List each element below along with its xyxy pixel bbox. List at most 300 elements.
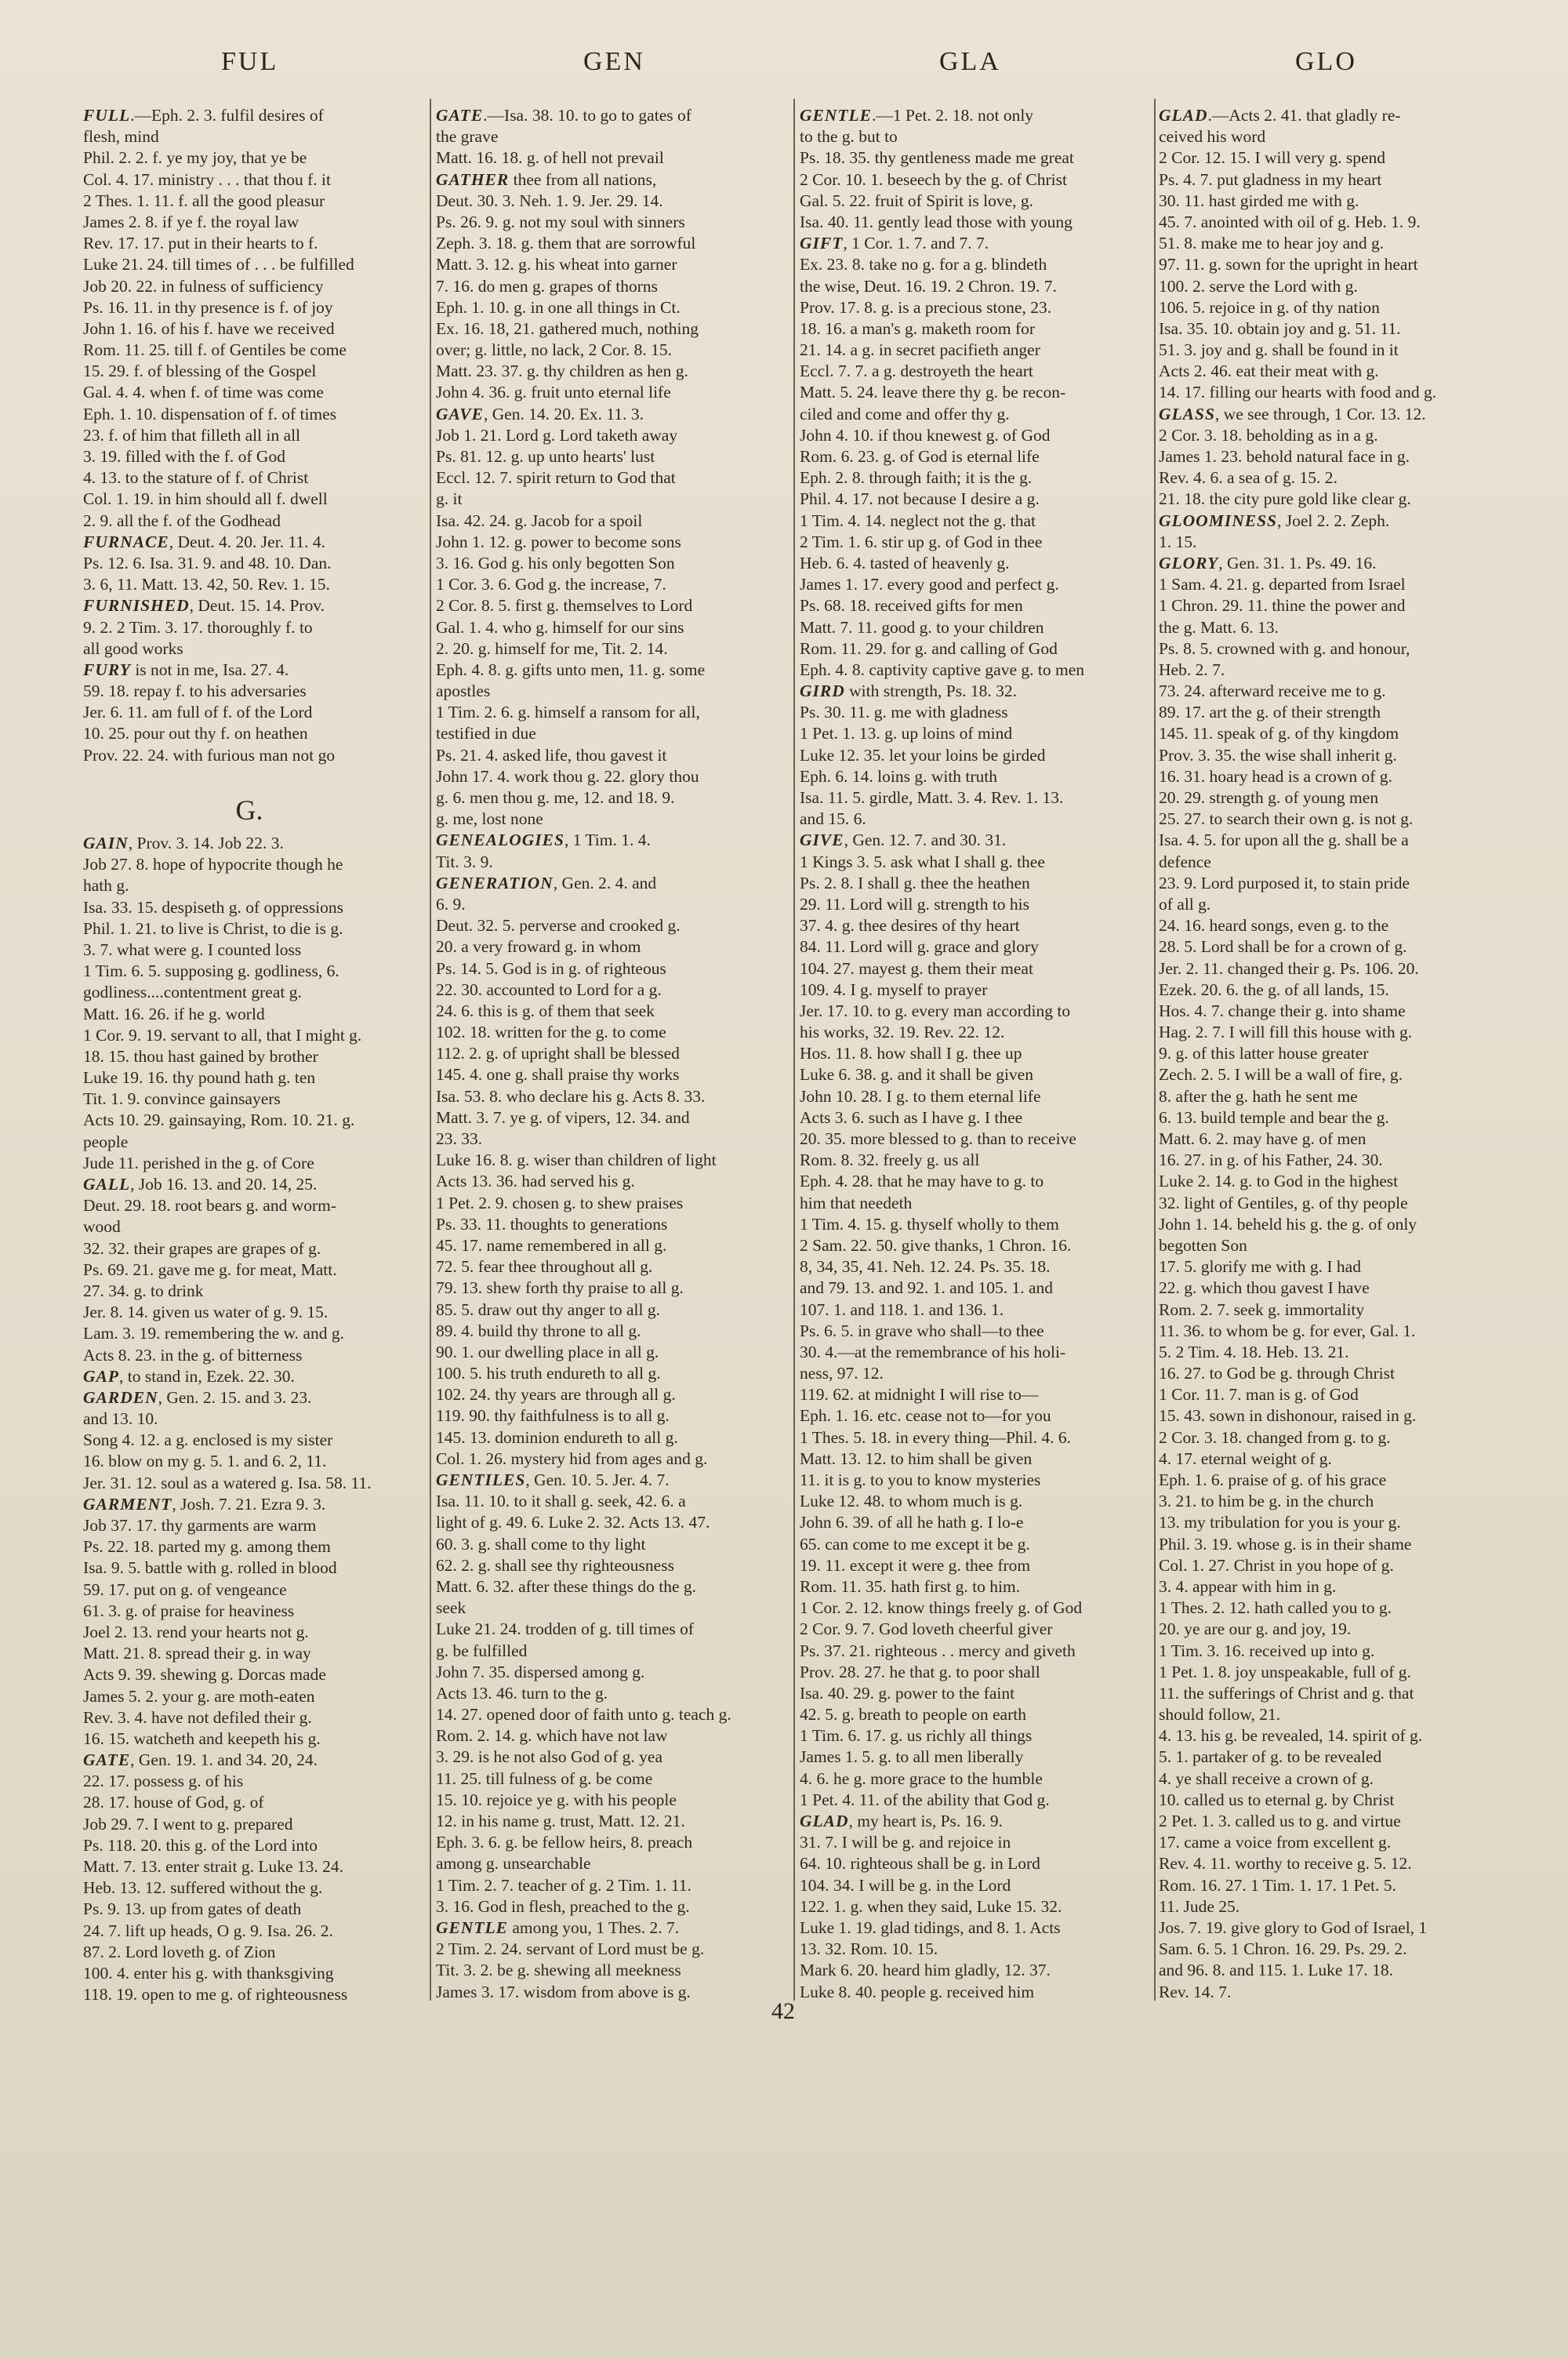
entry-line: 1 Kings 3. 5. ask what I shall g. thee bbox=[800, 852, 1045, 871]
entry-line: Col. 1. 26. mystery hid from ages and g. bbox=[436, 1448, 708, 1468]
entry-line: Isa. 42. 24. g. Jacob for a spoil bbox=[436, 511, 643, 530]
entry-line: 13. my tribulation for you is your g. bbox=[1159, 1513, 1401, 1532]
entry-line: wood bbox=[83, 1217, 121, 1237]
entry-line: flesh, mind bbox=[83, 127, 159, 147]
entry-line: GATE.—Isa. 38. 10. to go to gates of bbox=[436, 106, 691, 125]
entry-line: 1 Cor. 2. 12. know things freely g. of God bbox=[800, 1598, 1083, 1618]
entry-line: Matt. 7. 13. enter strait g. Luke 13. 24. bbox=[83, 1857, 343, 1876]
entry-line: light of g. 49. 6. Luke 2. 32. Acts 13. 47. bbox=[436, 1513, 710, 1532]
entry-line: Job 29. 7. I went to g. prepared bbox=[83, 1814, 293, 1834]
entry-line: 145. 13. dominion endureth to all g. bbox=[436, 1427, 678, 1447]
entry-line: testified in due bbox=[436, 724, 536, 743]
entry-line: 3. 6, 11. Matt. 13. 42, 50. Rev. 1. 15. bbox=[83, 575, 330, 594]
entry-line: 122. 1. g. when they said, Luke 15. 32. bbox=[800, 1896, 1062, 1916]
entry-line: 1 Tim. 6. 17. g. us richly all things bbox=[800, 1726, 1033, 1746]
header-word-3: GLA bbox=[939, 47, 1001, 76]
entry-line: Zech. 2. 5. I will be a wall of fire, g. bbox=[1159, 1065, 1403, 1085]
entry-line: 104. 34. I will be g. in the Lord bbox=[800, 1875, 1011, 1895]
entry-line: g. be fulfilled bbox=[436, 1641, 528, 1660]
entry-line: Ps. 6. 5. in grave who shall—to thee bbox=[800, 1321, 1044, 1340]
entry-line: Jude 11. perished in the g. of Core bbox=[83, 1153, 314, 1172]
entry-line: 61. 3. g. of praise for heaviness bbox=[83, 1601, 295, 1620]
entry-line: of all g. bbox=[1159, 894, 1211, 914]
entry-line: 4. ye shall receive a crown of g. bbox=[1159, 1768, 1374, 1788]
entry-line: Eph. 1. 16. etc. cease not to—for you bbox=[800, 1406, 1051, 1426]
entry-line: Rev. 17. 17. put in their hearts to f. bbox=[83, 234, 318, 253]
entry-line: Gal. 1. 4. who g. himself for our sins bbox=[436, 617, 684, 637]
entry-line: 64. 10. righteous shall be g. in Lord bbox=[800, 1854, 1040, 1874]
entry-line: Eccl. 7. 7. a g. destroyeth the heart bbox=[800, 362, 1033, 381]
entry-line: GENTLE among you, 1 Thes. 2. 7. bbox=[436, 1917, 680, 1937]
entry-line: 18. 16. a man's g. maketh room for bbox=[800, 318, 1036, 338]
entry-line: Eph. 2. 8. through faith; it is the g. bbox=[800, 468, 1033, 488]
entry-line: g. it bbox=[436, 489, 463, 509]
entry-line: Eph. 1. 6. praise of g. of his grace bbox=[1159, 1470, 1387, 1489]
entry-line: 65. can come to me except it be g. bbox=[800, 1534, 1030, 1554]
entry-line: Ex. 16. 18, 21. gathered much, nothing bbox=[436, 318, 699, 338]
entry-line: Job 27. 8. hope of hypocrite though he bbox=[83, 855, 343, 874]
entry-line: 11. Jude 25. bbox=[1159, 1896, 1240, 1916]
entry-line: 14. 27. opened door of faith unto g. teach g. bbox=[436, 1705, 731, 1725]
entry-line: 119. 62. at midnight I will rise to— bbox=[800, 1385, 1039, 1405]
entry-line: 28. 17. house of God, g. of bbox=[83, 1793, 264, 1812]
entry-line: 87. 2. Lord loveth g. of Zion bbox=[83, 1942, 276, 1961]
entry-line: 1 Tim. 6. 5. supposing g. godliness, 6. bbox=[83, 961, 339, 981]
entry-line: people bbox=[83, 1132, 129, 1151]
entry-line: Phil. 3. 19. whose g. is in their shame bbox=[1159, 1534, 1412, 1554]
entry-line: 17. came a voice from excellent g. bbox=[1159, 1833, 1392, 1852]
entry-line: Isa. 33. 15. despiseth g. of oppressions bbox=[83, 897, 344, 917]
entry-line: 84. 11. Lord will g. grace and glory bbox=[800, 937, 1039, 957]
entry-line: Tit. 3. 9. bbox=[436, 852, 493, 871]
entry-line: Prov. 28. 27. he that g. to poor shall bbox=[800, 1662, 1040, 1681]
entry-line: Rom. 2. 7. seek g. immortality bbox=[1159, 1299, 1365, 1319]
entry-line: 24. 16. heard songs, even g. to the bbox=[1159, 916, 1389, 936]
entry-line: 29. 11. Lord will g. strength to his bbox=[800, 894, 1030, 914]
entry-line: ness, 97. 12. bbox=[800, 1364, 884, 1383]
entry-line: Ps. 22. 18. parted my g. among them bbox=[83, 1537, 331, 1557]
entry-line: Col. 1. 19. in him should all f. dwell bbox=[83, 489, 328, 509]
entry-line: GALL, Job 16. 13. and 20. 14, 25. bbox=[83, 1175, 318, 1194]
entry-line: Ex. 23. 8. take no g. for a g. blindeth bbox=[800, 255, 1047, 274]
entry-line: should follow, 21. bbox=[1159, 1705, 1281, 1725]
entry-line: Col. 1. 27. Christ in you hope of g. bbox=[1159, 1555, 1394, 1575]
entry-line: Mark 6. 20. heard him gladly, 12. 37. bbox=[800, 1961, 1051, 1980]
entry-line: 1 Pet. 1. 8. joy unspeakable, full of g. bbox=[1159, 1662, 1411, 1681]
entry-line: 145. 11. speak of g. of thy kingdom bbox=[1159, 724, 1399, 743]
entry-line: Rev. 14. 7. bbox=[1159, 1982, 1232, 2001]
entry-line: 3. 4. appear with him in g. bbox=[1159, 1576, 1337, 1596]
entry-line: the grave bbox=[436, 127, 499, 147]
entry-line: FURY is not in me, Isa. 27. 4. bbox=[83, 660, 289, 679]
entry-line: 15. 43. sown in dishonour, raised in g. bbox=[1159, 1406, 1417, 1426]
entry-line: Prov. 22. 24. with furious man not go bbox=[83, 745, 336, 765]
entry-line: 97. 11. g. sown for the upright in heart bbox=[1159, 255, 1418, 274]
entry-line: James 1. 23. behold natural face in g. bbox=[1159, 447, 1410, 466]
entry-line: Phil. 4. 17. not because I desire a g. bbox=[800, 489, 1040, 509]
entry-line: Luke 12. 48. to whom much is g. bbox=[800, 1492, 1023, 1511]
entry-line: 1 Cor. 3. 6. God g. the increase, 7. bbox=[436, 575, 666, 594]
entry-line: Prov. 17. 8. g. is a precious stone, 23. bbox=[800, 297, 1052, 317]
entry-line: 2 Cor. 3. 18. changed from g. to g. bbox=[1159, 1427, 1391, 1447]
entry-line: 30. 11. hast girded me with g. bbox=[1159, 191, 1359, 210]
entry-line: 1 Tim. 3. 16. received up into g. bbox=[1159, 1641, 1375, 1660]
entry-line: 13. 32. Rom. 10. 15. bbox=[800, 1939, 938, 1959]
entry-line: 11. 25. till fulness of g. be come bbox=[436, 1768, 653, 1788]
entry-line: 1 Thes. 2. 12. hath called you to g. bbox=[1159, 1598, 1392, 1618]
column-1 bbox=[83, 105, 416, 2005]
entry-line: Luke 1. 19. glad tidings, and 8. 1. Acts bbox=[800, 1917, 1061, 1937]
entry-line: John 1. 12. g. power to become sons bbox=[436, 532, 681, 551]
entry-line: Matt. 16. 26. if he g. world bbox=[83, 1004, 265, 1023]
entry-line: Deut. 30. 3. Neh. 1. 9. Jer. 29. 14. bbox=[436, 191, 663, 210]
entry-line: Deut. 29. 18. root bears g. and worm- bbox=[83, 1196, 337, 1216]
entry-line: godliness....contentment great g. bbox=[83, 983, 302, 1002]
entry-line: GENEALOGIES, 1 Tim. 1. 4. bbox=[436, 831, 651, 850]
entry-line: all good works bbox=[83, 638, 183, 658]
entry-line: 89. 4. build thy throne to all g. bbox=[436, 1321, 641, 1340]
entry-line: to the g. but to bbox=[800, 127, 898, 147]
entry-line: Acts 3. 6. such as I have g. I thee bbox=[800, 1107, 1023, 1127]
entry-line: Ps. 4. 7. put gladness in my heart bbox=[1159, 169, 1382, 189]
entry-line: John 1. 16. of his f. have we received bbox=[83, 318, 335, 338]
entry-line: Tit. 3. 2. be g. shewing all meekness bbox=[436, 1961, 681, 1980]
entry-line: 60. 3. g. shall come to thy light bbox=[436, 1534, 646, 1554]
entry-line: Isa. 11. 10. to it shall g. seek, 42. 6. a bbox=[436, 1492, 686, 1511]
entry-line: Luke 16. 8. g. wiser than children of light bbox=[436, 1150, 717, 1170]
entry-line: 1 Cor. 9. 19. servant to all, that I might g. bbox=[83, 1025, 362, 1045]
entry-line: 32. light of Gentiles, g. of thy people bbox=[1159, 1193, 1408, 1212]
entry-line: Isa. 11. 5. girdle, Matt. 3. 4. Rev. 1. 13. bbox=[800, 788, 1064, 807]
entry-line: the g. Matt. 6. 13. bbox=[1159, 617, 1279, 637]
entry-line: Isa. 40. 29. g. power to the faint bbox=[800, 1683, 1015, 1703]
entry-line: Heb. 6. 4. tasted of heavenly g. bbox=[800, 553, 1010, 572]
entry-line: Ps. 68. 18. received gifts for men bbox=[800, 596, 1023, 616]
entry-line: 20. 35. more blessed to g. than to receive bbox=[800, 1129, 1076, 1148]
entry-line: 16. 31. hoary head is a crown of g. bbox=[1159, 766, 1392, 786]
entry-line: 3. 29. is he not also God of g. yea bbox=[436, 1747, 663, 1767]
entry-line: 2 Thes. 1. 11. f. all the good pleasur bbox=[83, 191, 325, 210]
entry-line: Acts 13. 46. turn to the g. bbox=[436, 1683, 608, 1703]
entry-line: 106. 5. rejoice in g. of thy nation bbox=[1159, 297, 1380, 317]
entry-line: 12. in his name g. trust, Matt. 12. 21. bbox=[436, 1812, 685, 1830]
entry-line: GENTILES, Gen. 10. 5. Jer. 4. 7. bbox=[436, 1470, 670, 1489]
entry-line: John 7. 35. dispersed among g. bbox=[436, 1662, 645, 1681]
entry-line: 51. 3. joy and g. shall be found in it bbox=[1159, 340, 1399, 360]
entry-line: 20. ye are our g. and joy, 19. bbox=[1159, 1619, 1352, 1639]
entry-line: John 6. 39. of all he hath g. I lo-e bbox=[800, 1513, 1024, 1532]
entry-line: Acts 9. 39. shewing g. Dorcas made bbox=[83, 1665, 326, 1685]
entry-line: 11. the sufferings of Christ and g. that bbox=[1159, 1683, 1414, 1703]
entry-line: Eph. 1. 10. g. in one all things in Ct. bbox=[436, 297, 681, 317]
entry-line: Ps. 12. 6. Isa. 31. 9. and 48. 10. Dan. bbox=[83, 553, 332, 572]
entry-line: GENERATION, Gen. 2. 4. and bbox=[436, 873, 657, 892]
entry-line: 4. 13. his g. be revealed, 14. spirit of g. bbox=[1159, 1726, 1423, 1746]
entry-line: 2 Pet. 1. 3. called us to g. and virtue bbox=[1159, 1812, 1401, 1830]
entry-line: g. 6. men thou g. me, 12. and 18. 9. bbox=[436, 788, 675, 807]
entry-line: Ps. 26. 9. g. not my soul with sinners bbox=[436, 212, 685, 231]
entry-line: 20. 29. strength g. of young men bbox=[1159, 788, 1379, 807]
entry-line: Ps. 33. 11. thoughts to generations bbox=[436, 1214, 668, 1234]
entry-line: Jer. 8. 14. given us water of g. 9. 15. bbox=[83, 1303, 328, 1322]
entry-line: 10. 25. pour out thy f. on heathen bbox=[83, 724, 308, 743]
entry-line: GATHER thee from all nations, bbox=[436, 169, 657, 189]
entry-line: 18. 15. thou hast gained by brother bbox=[83, 1046, 318, 1066]
entry-line: and 79. 13. and 92. 1. and 105. 1. and bbox=[800, 1278, 1054, 1298]
entry-line: Rom. 2. 14. g. which have not law bbox=[436, 1726, 668, 1746]
entry-line: 17. 5. glorify me with g. I had bbox=[1159, 1257, 1361, 1277]
entry-line: 2 Cor. 10. 1. beseech by the g. of Christ bbox=[800, 169, 1067, 189]
entry-line: GLAD, my heart is, Ps. 16. 9. bbox=[800, 1812, 1004, 1830]
entry-line: Song 4. 12. a g. enclosed is my sister bbox=[83, 1430, 333, 1450]
entry-line: Acts 10. 29. gainsaying, Rom. 10. 21. g. bbox=[83, 1110, 355, 1130]
entry-line: Rom. 11. 29. for g. and calling of God bbox=[800, 638, 1058, 658]
entry-line: hath g. bbox=[83, 876, 129, 896]
entry-line: Matt. 3. 12. g. his wheat into garner bbox=[436, 255, 677, 274]
entry-line: Phil. 2. 2. f. ye my joy, that ye be bbox=[83, 148, 307, 168]
entry-line: John 4. 36. g. fruit unto eternal life bbox=[436, 383, 671, 402]
entry-line: 15. 10. rejoice ye g. with his people bbox=[436, 1790, 677, 1809]
entry-line: Matt. 5. 24. leave there thy g. be recon- bbox=[800, 383, 1066, 402]
entry-line: GLORY, Gen. 31. 1. Ps. 49. 16. bbox=[1159, 553, 1377, 572]
entry-line: 1 Tim. 4. 15. g. thyself wholly to them bbox=[800, 1214, 1059, 1234]
entry-line: 16. 15. watcheth and keepeth his g. bbox=[83, 1728, 321, 1748]
entry-line: FURNISHED, Deut. 15. 14. Prov. bbox=[83, 596, 325, 616]
entry-line: 4. 13. to the stature of f. of Christ bbox=[83, 468, 309, 488]
entry-line: 8. after the g. hath he sent me bbox=[1159, 1086, 1358, 1106]
entry-line: 30. 4.—at the remembrance of his holi- bbox=[800, 1342, 1066, 1361]
entry-line: 7. 16. do men g. grapes of thorns bbox=[436, 276, 659, 296]
entry-line: 62. 2. g. shall see thy righteousness bbox=[436, 1555, 674, 1575]
entry-line: James 5. 2. your g. are moth-eaten bbox=[83, 1686, 315, 1706]
entry-line: Luke 19. 16. thy pound hath g. ten bbox=[83, 1068, 316, 1088]
entry-line: Hos. 4. 7. change their g. into shame bbox=[1159, 1001, 1406, 1020]
entry-line: John 1. 14. beheld his g. the g. of only bbox=[1159, 1214, 1417, 1234]
entry-line: Deut. 32. 5. perverse and crooked g. bbox=[436, 916, 681, 936]
entry-line: FURNACE, Deut. 4. 20. Jer. 11. 4. bbox=[83, 532, 326, 551]
entry-line: 6. 9. bbox=[436, 894, 466, 914]
entry-line: GLOOMINESS, Joel 2. 2. Zeph. bbox=[1159, 511, 1390, 530]
entry-line: Ezek. 20. 6. the g. of all lands, 15. bbox=[1159, 980, 1389, 999]
entry-line: Gal. 5. 22. fruit of Spirit is love, g. bbox=[800, 191, 1033, 210]
entry-line: John 10. 28. I g. to them eternal life bbox=[800, 1086, 1041, 1106]
entry-line: 1 Pet. 2. 9. chosen g. to shew praises bbox=[436, 1193, 684, 1212]
entry-line: Luke 2. 14. g. to God in the highest bbox=[1159, 1172, 1399, 1191]
entry-line: 102. 18. written for the g. to come bbox=[436, 1023, 666, 1042]
entry-line: GARMENT, Josh. 7. 21. Ezra 9. 3. bbox=[83, 1494, 326, 1514]
entry-line: 11. 36. to whom be g. for ever, Gal. 1. bbox=[1159, 1321, 1416, 1340]
entry-line: Jer. 2. 11. changed their g. Ps. 106. 20. bbox=[1159, 958, 1419, 978]
entry-line: 107. 1. and 118. 1. and 136. 1. bbox=[800, 1299, 1004, 1319]
entry-line: 21. 18. the city pure gold like clear g. bbox=[1159, 489, 1411, 509]
entry-line: g. me, lost none bbox=[436, 809, 543, 829]
entry-line: 59. 18. repay f. to his adversaries bbox=[83, 682, 307, 701]
entry-line: Rom. 11. 35. hath first g. to him. bbox=[800, 1576, 1021, 1596]
entry-line: Joel 2. 13. rend your hearts not g. bbox=[83, 1622, 309, 1641]
entry-line: Isa. 40. 11. gently lead those with young bbox=[800, 212, 1073, 231]
entry-line: 9. g. of this latter house greater bbox=[1159, 1044, 1369, 1063]
entry-line: and 96. 8. and 115. 1. Luke 17. 18. bbox=[1159, 1961, 1393, 1980]
entry-line: Luke 21. 24. till times of . . . be fulfilled bbox=[83, 255, 354, 274]
entry-line: 1 Thes. 5. 18. in every thing—Phil. 4. 6. bbox=[800, 1427, 1071, 1447]
entry-line: 3. 21. to him be g. in the church bbox=[1159, 1492, 1374, 1511]
entry-line: 5. 2 Tim. 4. 18. Heb. 13. 21. bbox=[1159, 1342, 1349, 1361]
entry-line: 1 Tim. 2. 7. teacher of g. 2 Tim. 1. 11. bbox=[436, 1875, 691, 1895]
entry-line: Isa. 9. 5. battle with g. rolled in blood bbox=[83, 1558, 337, 1578]
entry-line: Ps. 16. 11. in thy presence is f. of joy bbox=[83, 297, 333, 317]
entry-line: 59. 17. put on g. of vengeance bbox=[83, 1579, 287, 1599]
entry-line: Luke 12. 35. let your loins be girded bbox=[800, 745, 1046, 765]
entry-line: Luke 6. 38. g. and it shall be given bbox=[800, 1065, 1033, 1085]
header-word-4: GLO bbox=[1295, 47, 1357, 76]
page-number: 42 bbox=[771, 1998, 795, 2024]
entry-line: 45. 7. anointed with oil of g. Heb. 1. 9. bbox=[1159, 212, 1421, 231]
entry-line: 1 Tim. 2. 6. g. himself a ransom for all, bbox=[436, 703, 700, 722]
entry-line: 2 Tim. 1. 6. stir up g. of God in thee bbox=[800, 532, 1043, 551]
entry-line: Matt. 21. 8. spread their g. in way bbox=[83, 1644, 311, 1663]
entry-line: Job 20. 22. in fulness of sufficiency bbox=[83, 276, 324, 296]
entry-line: 5. 1. partaker of g. to be revealed bbox=[1159, 1747, 1382, 1767]
entry-line: Luke 8. 40. people g. received him bbox=[800, 1982, 1035, 2001]
entry-line: 16. blow on my g. 5. 1. and 6. 2, 11. bbox=[83, 1452, 327, 1471]
entry-line: his works, 32. 19. Rev. 22. 12. bbox=[800, 1023, 1005, 1042]
entry-line: 11. it is g. to you to know mysteries bbox=[800, 1470, 1041, 1489]
entry-line: Ps. 9. 13. up from gates of death bbox=[83, 1899, 302, 1919]
entry-line: 118. 19. open to me g. of righteousness bbox=[83, 1985, 348, 2005]
entry-line: Ps. 21. 4. asked life, thou gavest it bbox=[436, 745, 667, 765]
entry-line: 20. a very froward g. in whom bbox=[436, 937, 641, 957]
entry-line: 16. 27. in g. of his Father, 24. 30. bbox=[1159, 1150, 1383, 1170]
entry-line: Isa. 53. 8. who declare his g. Acts 8. 33. bbox=[436, 1086, 706, 1106]
entry-line: 4. 17. eternal weight of g. bbox=[1159, 1448, 1332, 1468]
entry-line: Jer. 31. 12. soul as a watered g. Isa. 58. 11. bbox=[83, 1473, 372, 1492]
entry-line: 27. 34. g. to drink bbox=[83, 1281, 204, 1300]
entry-line: James 1. 17. every good and perfect g. bbox=[800, 575, 1059, 594]
entry-line: him that needeth bbox=[800, 1193, 913, 1212]
entry-line: Ps. 14. 5. God is in g. of righteous bbox=[436, 958, 666, 978]
column-4 bbox=[1159, 105, 1491, 2003]
entry-line: Ps. 118. 20. this g. of the Lord into bbox=[83, 1835, 318, 1855]
entry-line: 14. 17. filling our hearts with food and g. bbox=[1159, 383, 1437, 402]
entry-line: 23. f. of him that filleth all in all bbox=[83, 425, 301, 445]
column-3 bbox=[800, 105, 1132, 2003]
entry-line: 145. 4. one g. shall praise thy works bbox=[436, 1065, 680, 1085]
entry-line: 2. 9. all the f. of the Godhead bbox=[83, 511, 281, 530]
entry-line: Acts 8. 23. in the g. of bitterness bbox=[83, 1345, 303, 1365]
entry-line: Job 1. 21. Lord g. Lord taketh away bbox=[436, 425, 678, 445]
entry-line: James 2. 8. if ye f. the royal law bbox=[83, 212, 299, 231]
entry-line: Ps. 69. 21. gave me g. for meat, Matt. bbox=[83, 1259, 337, 1279]
entry-line: 100. 2. serve the Lord with g. bbox=[1159, 276, 1358, 296]
entry-line: 28. 5. Lord shall be for a crown of g. bbox=[1159, 937, 1407, 957]
entry-line: and 15. 6. bbox=[800, 809, 866, 829]
column-divider bbox=[1154, 99, 1156, 2001]
entry-line: 37. 4. g. thee desires of thy heart bbox=[800, 916, 1020, 936]
entry-line: GAIN, Prov. 3. 14. Job 22. 3. bbox=[83, 834, 284, 852]
entry-line bbox=[83, 766, 416, 787]
header-word-1: FUL bbox=[221, 47, 279, 76]
entry-line: 10. called us to eternal g. by Christ bbox=[1159, 1790, 1395, 1809]
entry-line: Hos. 11. 8. how shall I g. thee up bbox=[800, 1044, 1022, 1063]
entry-line: Zeph. 3. 18. g. them that are sorrowful bbox=[436, 234, 696, 253]
entry-line: Ps. 18. 35. thy gentleness made me great bbox=[800, 148, 1074, 168]
entry-line: Rev. 4. 11. worthy to receive g. 5. 12. bbox=[1159, 1854, 1412, 1874]
entry-line: 2. 20. g. himself for me, Tit. 2. 14. bbox=[436, 638, 668, 658]
entry-line: begotten Son bbox=[1159, 1235, 1247, 1255]
entry-line: Matt. 23. 37. g. thy children as hen g. bbox=[436, 362, 688, 381]
entry-line: Eph. 1. 10. dispensation of f. of times bbox=[83, 404, 337, 423]
entry-line: Rev. 3. 4. have not defiled their g. bbox=[83, 1707, 312, 1727]
entry-line: Eccl. 12. 7. spirit return to God that bbox=[436, 468, 676, 488]
entry-line: 1 Tim. 4. 14. neglect not the g. that bbox=[800, 511, 1036, 530]
entry-line: Matt. 6. 32. after these things do the g. bbox=[436, 1576, 696, 1596]
entry-line: and 13. 10. bbox=[83, 1409, 158, 1429]
entry-line: 25. 27. to search their own g. is not g. bbox=[1159, 809, 1414, 829]
entry-line: Ps. 2. 8. I shall g. thee the heathen bbox=[800, 873, 1030, 892]
entry-line: 119. 90. thy faithfulness is to all g. bbox=[436, 1406, 670, 1426]
entry-line: 1 Cor. 11. 7. man is g. of God bbox=[1159, 1385, 1359, 1405]
entry-line: 2 Cor. 8. 5. first g. themselves to Lord bbox=[436, 596, 693, 616]
entry-line: 4. 6. he g. more grace to the humble bbox=[800, 1768, 1043, 1788]
entry-line: 1 Chron. 29. 11. thine the power and bbox=[1159, 596, 1406, 616]
entry-line: G. bbox=[235, 794, 263, 826]
entry-line: Eph. 6. 14. loins g. with truth bbox=[800, 766, 998, 786]
entry-line: Phil. 1. 21. to live is Christ, to die is g. bbox=[83, 918, 343, 938]
entry-line: GAVE, Gen. 14. 20. Ex. 11. 3. bbox=[436, 404, 644, 423]
entry-line: 3. 16. God g. his only begotten Son bbox=[436, 553, 675, 572]
entry-line: Col. 4. 17. ministry . . . that thou f. it bbox=[83, 169, 331, 189]
entry-line: 1 Pet. 1. 13. g. up loins of mind bbox=[800, 724, 1013, 743]
entry-line: 109. 4. I g. myself to prayer bbox=[800, 980, 988, 999]
entry-line: Jer. 6. 11. am full of f. of the Lord bbox=[83, 703, 313, 722]
entry-line: 21. 14. a g. in secret pacifieth anger bbox=[800, 340, 1040, 360]
entry-line: 8, 34, 35, 41. Neh. 12. 24. Ps. 35. 18. bbox=[800, 1257, 1051, 1277]
entry-line: 3. 19. filled with the f. of God bbox=[83, 447, 285, 466]
entry-line: 2 Cor. 12. 15. I will very g. spend bbox=[1159, 148, 1386, 168]
entry-line: Rom. 11. 25. till f. of Gentiles be come bbox=[83, 340, 347, 360]
entry-line: 3. 16. God in flesh, preached to the g. bbox=[436, 1896, 690, 1916]
entry-line: 32. 32. their grapes are grapes of g. bbox=[83, 1238, 321, 1258]
entry-line: 79. 13. shew forth thy praise to all g. bbox=[436, 1278, 684, 1298]
column-2 bbox=[436, 105, 768, 2003]
entry-line: Acts 2. 46. eat their meat with g. bbox=[1159, 362, 1379, 381]
entry-line: GIVE, Gen. 12. 7. and 30. 31. bbox=[800, 831, 1007, 850]
entry-line: Jos. 7. 19. give glory to God of Israel, 1 bbox=[1159, 1917, 1428, 1937]
entry-line: 1 Pet. 4. 11. of the ability that God g. bbox=[800, 1790, 1050, 1809]
entry-line: 2 Cor. 3. 18. beholding as in a g. bbox=[1159, 425, 1378, 445]
column-divider bbox=[430, 99, 431, 2001]
entry-line: Jer. 17. 10. to g. every man according to bbox=[800, 1001, 1071, 1020]
entry-line: 100. 4. enter his g. with thanksgiving bbox=[83, 1963, 334, 1983]
entry-line: 24. 7. lift up heads, O g. 9. Isa. 26. 2. bbox=[83, 1921, 333, 1940]
entry-line: 45. 17. name remembered in all g. bbox=[436, 1235, 667, 1255]
entry-line: FULL.—Eph. 2. 3. fulfil desires of bbox=[83, 106, 324, 125]
entry-line: 22. g. which thou gavest I have bbox=[1159, 1278, 1370, 1298]
entry-line: Lam. 3. 19. remembering the w. and g. bbox=[83, 1324, 344, 1343]
entry-line: Matt. 7. 11. good g. to your children bbox=[800, 617, 1044, 637]
entry-line: 85. 5. draw out thy anger to all g. bbox=[436, 1299, 661, 1319]
entry-line: James 1. 5. g. to all men liberally bbox=[800, 1747, 1024, 1767]
entry-line: Matt. 3. 7. ye g. of vipers, 12. 34. and bbox=[436, 1107, 690, 1127]
entry-line: James 3. 17. wisdom from above is g. bbox=[436, 1982, 691, 2001]
entry-line: 23. 9. Lord purposed it, to stain pride bbox=[1159, 873, 1410, 892]
entry-line: ceived his word bbox=[1159, 127, 1266, 147]
entry-line: the wise, Deut. 16. 19. 2 Chron. 19. 7. bbox=[800, 276, 1057, 296]
entry-line: Matt. 13. 12. to him shall be given bbox=[800, 1448, 1033, 1468]
entry-line: Ps. 8. 5. crowned with g. and honour, bbox=[1159, 638, 1410, 658]
entry-line: 72. 5. fear thee throughout all g. bbox=[436, 1257, 653, 1277]
entry-line: Heb. 13. 12. suffered without the g. bbox=[83, 1878, 323, 1898]
